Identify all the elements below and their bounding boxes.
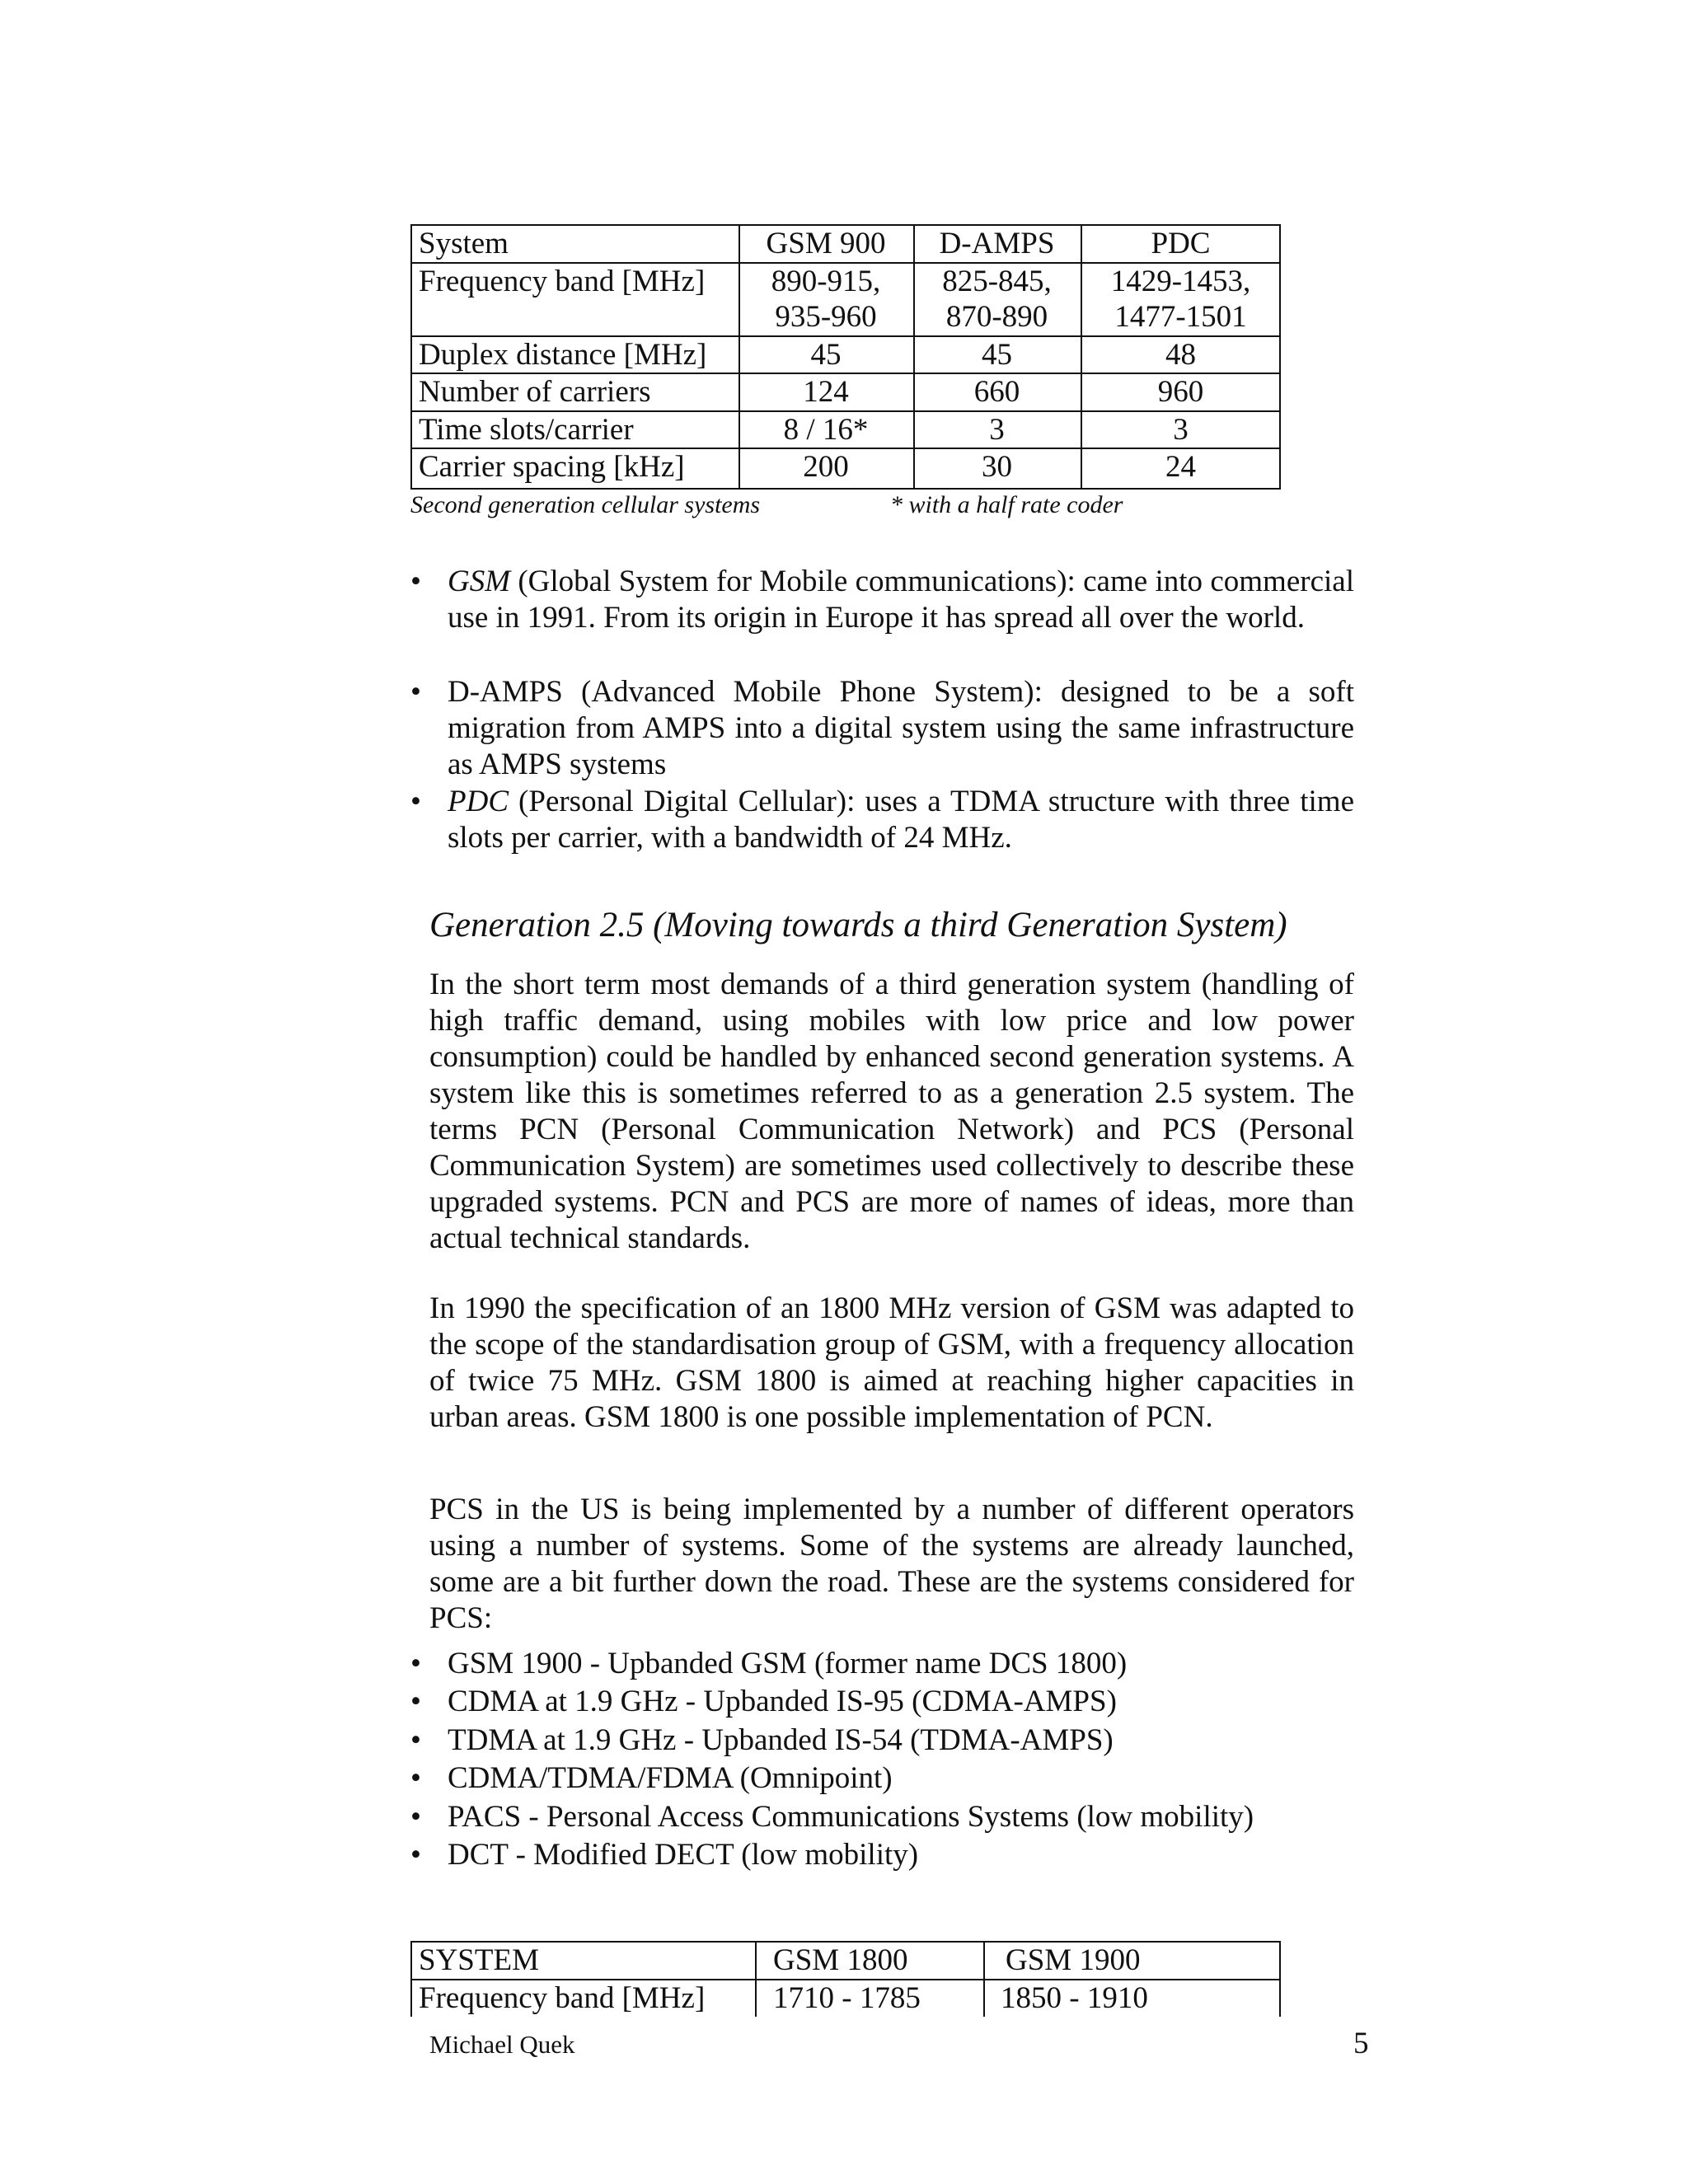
section-heading: Generation 2.5 (Moving towards a third Generation System) bbox=[429, 906, 1287, 944]
table-cell: 124 bbox=[803, 375, 849, 409]
list-item: CDMA/TDMA/FDMA (Omnipoint) bbox=[448, 1761, 893, 1795]
table-cell: 3 bbox=[989, 413, 1005, 447]
table-header-cell: PDC bbox=[1151, 227, 1211, 260]
paragraph: PCS in the US is being implemented by a number of different operators using a number of systems. Some of the systems are already launched, some are a bit further down the road. These are the systems considered for PCS: bbox=[429, 1493, 1354, 1635]
paragraph: In the short term most demands of a third generation system (handling of high traffic demand, using mobiles with low price and low power consumption) could be handled by enhanced second generation systems. A system like this is sometimes referred to as a generation 2.5 system. The terms PCN (Personal Communication Network) and PCS (Personal Communication System) are sometimes used collectively to describe these upgraded systems. PCN and PCS are more of names of ideas, more than actual technical standards. bbox=[429, 968, 1354, 1255]
table-cell: 1477-1501 bbox=[1114, 300, 1247, 334]
page-number: 5 bbox=[1353, 2027, 1369, 2060]
list-item: PACS - Personal Access Communications Systems (low mobility) bbox=[448, 1800, 1254, 1834]
table-cell: 890-915, bbox=[771, 265, 881, 298]
list-item-text: (Personal Digital Cellular): uses a TDMA structure with three time slots per carrier, with a bandwidth of 24 MHz. bbox=[448, 785, 1354, 855]
table-cell: 30 bbox=[982, 450, 1012, 484]
table-header-cell: D-AMPS bbox=[939, 227, 1055, 260]
list-item: DCT - Modified DECT (low mobility) bbox=[448, 1838, 919, 1872]
table-header-cell: System bbox=[419, 227, 509, 260]
bullet-icon: • bbox=[410, 1647, 421, 1680]
table-cell: 960 bbox=[1157, 375, 1204, 409]
bullet-icon: • bbox=[410, 565, 421, 598]
table-cell: 200 bbox=[803, 450, 849, 484]
table-row-label: Time slots/carrier bbox=[419, 413, 634, 447]
systems-table bbox=[410, 224, 1281, 490]
table-row-label: Frequency band [MHz] bbox=[419, 1981, 706, 2015]
table-row-label: Carrier spacing [kHz] bbox=[419, 450, 685, 484]
table-header-cell: GSM 900 bbox=[766, 227, 886, 260]
list-item: GSM 1900 - Upbanded GSM (former name DCS 1800) bbox=[448, 1647, 1128, 1680]
table-footnote: * with a half rate coder bbox=[890, 491, 1123, 518]
table-header-cell: GSM 1800 bbox=[773, 1943, 908, 1977]
table-cell: 825-845, bbox=[942, 265, 1052, 298]
table-cell: 660 bbox=[973, 375, 1020, 409]
term: PDC bbox=[448, 785, 509, 818]
table-cell: 935-960 bbox=[775, 300, 877, 334]
table-cell: 1429-1453, bbox=[1110, 265, 1251, 298]
table-cell: 3 bbox=[1173, 413, 1189, 447]
list-item: CDMA at 1.9 GHz - Upbanded IS-95 (CDMA-AMPS) bbox=[448, 1685, 1117, 1718]
bullet-icon: • bbox=[410, 1685, 421, 1718]
table-cell: 24 bbox=[1165, 450, 1196, 484]
table-row-label: Duplex distance [MHz] bbox=[419, 338, 707, 372]
table-cell: 1710 - 1785 bbox=[773, 1981, 921, 2015]
table-row-label: Number of carriers bbox=[419, 375, 651, 409]
bullet-icon: • bbox=[410, 1838, 421, 1872]
gsm-table bbox=[410, 1941, 1281, 2017]
table-caption: Second generation cellular systems bbox=[410, 491, 761, 518]
bullet-icon: • bbox=[410, 1723, 421, 1757]
list-item-text: (Global System for Mobile communications): came into commercial use in 1991. From its origin in Europe it has spread all over the world. bbox=[448, 565, 1354, 635]
list-item bbox=[448, 784, 1354, 856]
table-cell: 48 bbox=[1165, 338, 1196, 372]
bullet-icon: • bbox=[410, 675, 421, 709]
table-cell: 1850 - 1910 bbox=[1001, 1981, 1148, 2015]
list-item bbox=[448, 674, 1354, 783]
bullet-icon: • bbox=[410, 1761, 421, 1795]
list-item-text: D-AMPS (Advanced Mobile Phone System): designed to be a soft migration from AMPS into a digital system using the same infrastructure as AMPS systems bbox=[448, 675, 1354, 781]
bullet-icon: • bbox=[410, 785, 421, 818]
table-cell: 45 bbox=[810, 338, 842, 372]
list-item: TDMA at 1.9 GHz - Upbanded IS-54 (TDMA-AMPS) bbox=[448, 1723, 1114, 1757]
table-cell: 8 / 16* bbox=[783, 413, 869, 447]
table-cell: 870-890 bbox=[945, 300, 1048, 334]
table-row-label: Frequency band [MHz] bbox=[419, 265, 706, 298]
table-header-cell: GSM 1900 bbox=[1006, 1943, 1141, 1977]
footer-author: Michael Quek bbox=[429, 2030, 575, 2059]
term: GSM bbox=[448, 565, 511, 598]
paragraph: In 1990 the specification of an 1800 MHz version of GSM was adapted to the scope of the standardisation group of GSM, with a frequency allocation of twice 75 MHz. GSM 1800 is aimed at reaching higher capacities in urban areas. GSM 1800 is one possible implementation of PCN. bbox=[429, 1291, 1354, 1434]
bullet-icon: • bbox=[410, 1800, 421, 1834]
table-cell: 45 bbox=[982, 338, 1012, 372]
list-item bbox=[448, 564, 1354, 636]
table-header-cell: SYSTEM bbox=[419, 1943, 539, 1977]
